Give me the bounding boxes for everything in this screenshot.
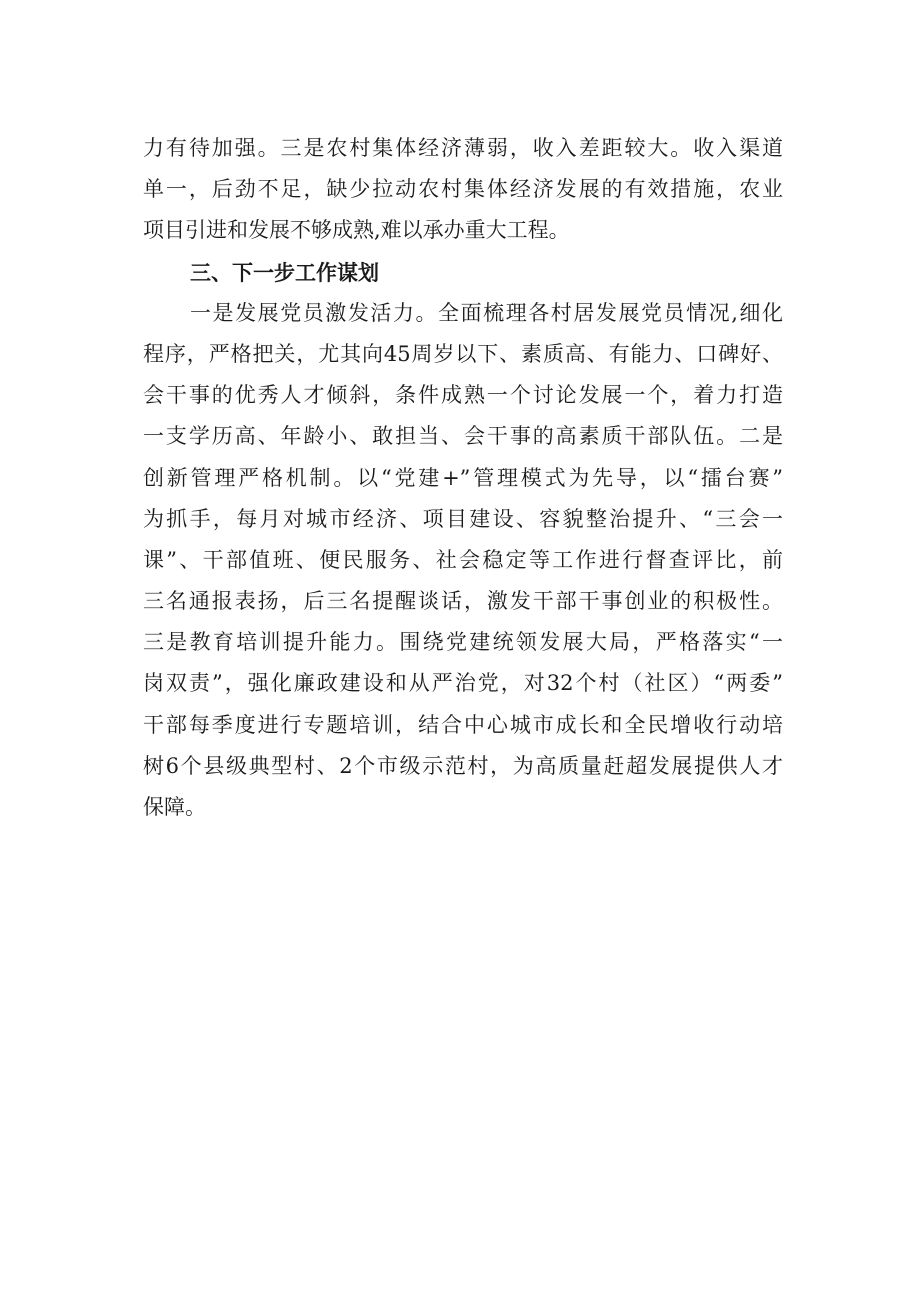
- paragraph-line: 一支学历高、年龄小、敢担当、会干事的高素质干部队伍。二是: [143, 424, 783, 449]
- document-body: [143, 128, 783, 828]
- paragraph-line: 三是教育培训提升能力。围绕党建统领发展大局，严格落实“一: [143, 630, 783, 655]
- paragraph-line: 会干事的优秀人才倾斜，条件成熟一个讨论发展一个，着力打造: [143, 383, 783, 408]
- paragraph-line: 程序，严格把关，尤其向45周岁以下、素质高、有能力、口碑好、: [143, 341, 783, 366]
- paragraph-line: 为抓手，每月对城市经济、项目建设、容貌整治提升、“三会一: [143, 506, 783, 531]
- paragraph-line: 创新管理严格机制。以“党建+”管理模式为先导，以“擂台赛”: [143, 465, 783, 490]
- paragraph-line: 岗双责”，强化廉政建设和从严治党，对32个村（社区）“两委”: [143, 671, 783, 696]
- paragraph-line: 课”、干部值班、便民服务、社会稳定等工作进行督查评比，前: [143, 547, 783, 572]
- paragraph-line: 一是发展党员激发活力。全面梳理各村居发展党员情况,细化: [190, 300, 783, 325]
- paragraph-line: 树6个县级典型村、2个市级示范村，为高质量赶超发展提供人才: [143, 753, 783, 778]
- section-heading: 三、下一步工作谋划: [190, 259, 379, 285]
- paragraph-line: 三名通报表扬，后三名提醒谈话，激发干部干事创业的积极性。: [143, 589, 783, 614]
- paragraph-line: 单一，后劲不足，缺少拉动农村集体经济发展的有效措施，农业: [143, 177, 783, 202]
- paragraph-line: 项目引进和发展不够成熟,难以承办重大工程。: [143, 218, 570, 243]
- paragraph-line: 力有待加强。三是农村集体经济薄弱，收入差距较大。收入渠道: [143, 136, 783, 160]
- paragraph-line: 保障。: [143, 795, 206, 819]
- paragraph-line: 干部每季度进行专题培训，结合中心城市成长和全民增收行动培: [143, 712, 783, 737]
